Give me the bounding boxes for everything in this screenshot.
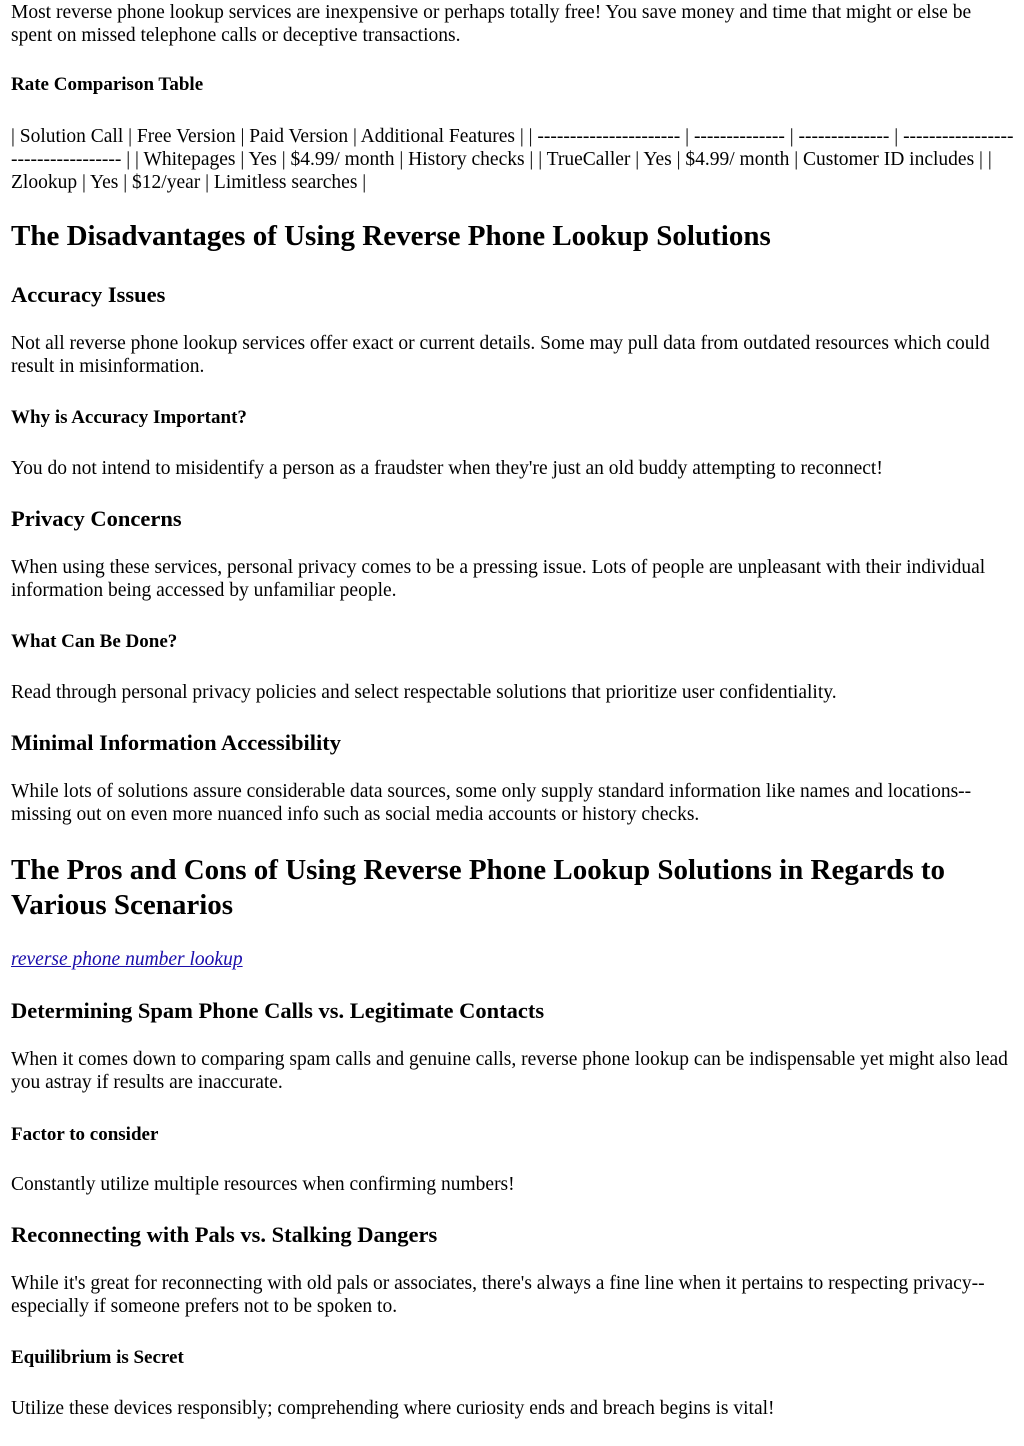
rate-table-heading: Rate Comparison Table (11, 74, 204, 95)
reconnecting-paragraph: While it's great for reconnecting with old pals or associates, there's always a fine line when it pertains to respecting privacy-- especially if someone prefers not to be spoken to. (11, 1273, 985, 1317)
accuracy-paragraph: Not all reverse phone lookup services offer exact or current details. Some may pull data from outdated resources which could result in misinformation. (11, 333, 990, 377)
link-paragraph (11, 948, 1015, 971)
spam-factor-paragraph: Constantly utilize multiple resources when confirming numbers! (11, 1174, 515, 1195)
spam-factor-heading: Factor to consider (11, 1124, 159, 1145)
accuracy-importance-paragraph: You do not intend to misidentify a person as a fraudster when they're just an old buddy attempting to reconnect! (11, 458, 883, 479)
equilibrium-paragraph: Utilize these devices responsibly; comprehending where curiosity ends and breach begins is vital! (11, 1398, 775, 1419)
pros-cons-title: The Pros and Cons of Using Reverse Phone Lookup Solutions in Regards to Various Scenarios (11, 854, 946, 921)
privacy-heading: Privacy Concerns (11, 506, 182, 531)
accuracy-heading: Accuracy Issues (11, 282, 166, 307)
minimal-info-paragraph: While lots of solutions assure considerable data sources, some only supply standard information like names and locations-- missing out on even more nuanced info such as social media accounts or history checks. (11, 781, 972, 825)
rate-table-raw-text: | Solution Call | Free Version | Paid Version | Additional Features | | ---------------------- | -------------- | -------------- | ---------------------------------- | | Whitepages | Yes | $4.99/ month | History checks | | TrueCaller | Yes | $4.99/ month | Customer ID includes | | Zlookup | Yes | $12/year | Limitless searches | (11, 126, 1014, 193)
spam-paragraph: When it comes down to comparing spam calls and genuine calls, reverse phone lookup can be indispensable yet might also lead you astray if results are inaccurate. (11, 1049, 1008, 1093)
spam-heading: Determining Spam Phone Calls vs. Legitimate Contacts (11, 998, 545, 1023)
equilibrium-heading: Equilibrium is Secret (11, 1347, 184, 1368)
accuracy-importance-heading: Why is Accuracy Important? (11, 407, 247, 428)
privacy-paragraph: When using these services, personal privacy comes to be a pressing issue. Lots of people are unpleasant with their individual information being accessed by unfamiliar people. (11, 557, 986, 601)
intro-paragraph: Most reverse phone lookup services are inexpensive or perhaps totally free! You save money and time that might or else be spent on missed telephone calls or deceptive transactions. (11, 2, 972, 46)
reconnecting-heading: Reconnecting with Pals vs. Stalking Dangers (11, 1222, 438, 1247)
privacy-action-heading: What Can Be Done? (11, 631, 178, 652)
minimal-info-heading: Minimal Information Accessibility (11, 730, 341, 755)
reverse-phone-lookup-link[interactable]: reverse phone number lookup (11, 949, 243, 970)
disadvantages-title: The Disadvantages of Using Reverse Phone Lookup Solutions (11, 220, 771, 252)
privacy-action-paragraph: Read through personal privacy policies and select respectable solutions that prioritize user confidentiality. (11, 682, 837, 703)
